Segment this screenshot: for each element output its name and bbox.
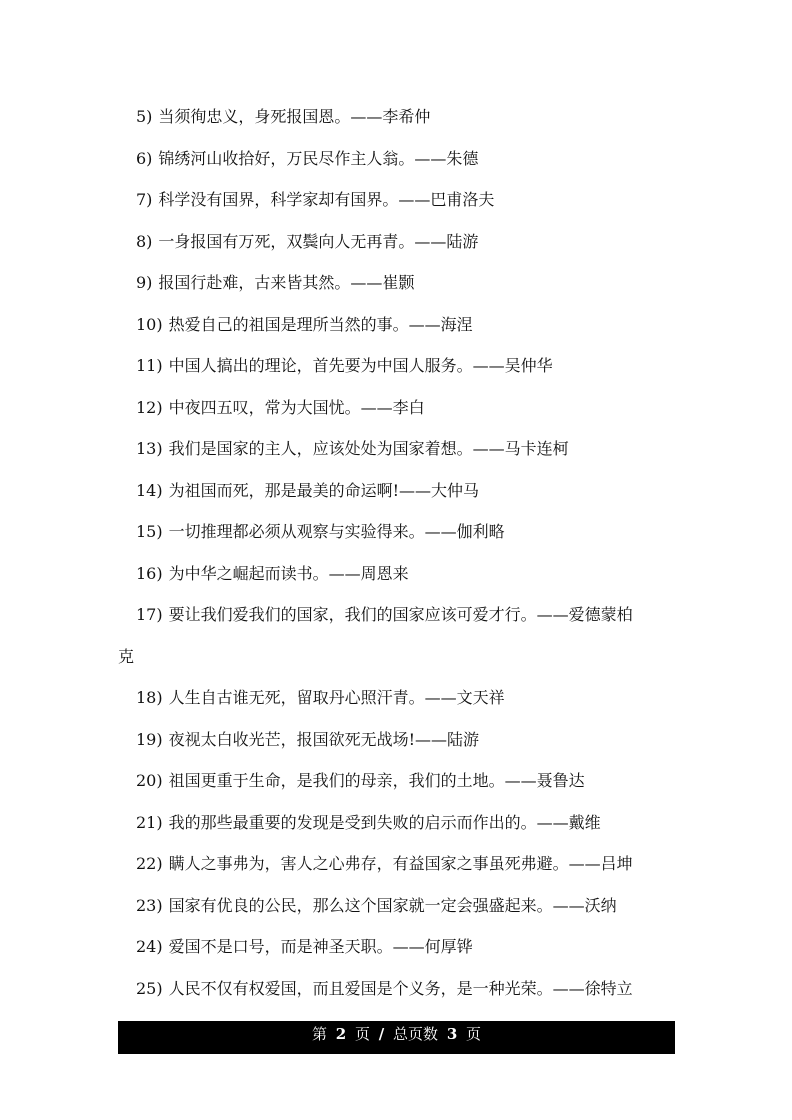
current-page-number: 2 [335,1025,347,1043]
list-item [118,843,678,885]
quote-text: 科学没有国界，科学家却有国界。——巴甫洛夫 [158,190,495,209]
item-number: 19) [136,729,163,749]
quote-text: 我们是国家的主人，应该处处为国家着想。——马卡连柯 [168,439,569,458]
quote-text: 一切推理都必须从观察与实验得来。——伽利略 [168,522,505,541]
item-number: 11) [136,356,163,375]
footer-total-unit: 页 [466,1025,482,1043]
list-item [118,511,678,553]
item-number: 22) [136,854,163,873]
total-page-count: 3 [446,1025,458,1043]
item-number: 13) [136,439,163,458]
item-number: 8) [136,231,153,251]
item-number: 24) [136,937,163,956]
quote-text: 我的那些最重要的发现是受到失败的启示而作出的。——戴维 [168,812,601,832]
list-item [118,553,678,595]
quote-text: 一身报国有万死，双鬓向人无再青。——陆游 [158,231,479,251]
footer-prefix: 第 [311,1025,327,1043]
page-footer [118,1021,675,1054]
quote-text: 中夜四五叹，常为大国忧。——李白 [168,397,425,417]
quote-text: 当须徇忠义，身死报国恩。——李希仲 [158,107,431,126]
list-item [118,96,678,138]
item-number: 18) [136,688,163,707]
footer-total-label: 总页数 [393,1025,439,1043]
item-number: 23) [136,895,163,915]
list-item [118,387,678,429]
list-item [118,802,678,844]
list-item [118,428,678,470]
footer-separator: / [378,1025,385,1043]
item-number: 5) [136,107,153,126]
list-item [118,594,678,636]
quote-text: 爱国不是口号，而是神圣天职。——何厚铧 [168,937,473,956]
quote-text-continuation: 克 [118,646,135,666]
list-item [118,179,678,221]
quote-text: 要让我们爱我们的国家，我们的国家应该可爱才行。——爱德蒙柏 [168,605,633,624]
quote-text: 祖国更重于生命，是我们的母亲，我们的土地。——聂鲁达 [168,771,585,790]
quote-text: 人生自古谁无死，留取丹心照汗青。——文天祥 [168,688,505,707]
list-item [118,885,678,927]
list-item [118,719,678,761]
quote-text: 国家有优良的公民，那么这个国家就一定会强盛起来。——沃纳 [168,895,617,915]
item-number: 9) [136,273,153,292]
list-item [118,345,678,387]
list-item [118,677,678,719]
quote-text: 中国人搞出的理论，首先要为中国人服务。——吴仲华 [168,356,553,375]
item-number: 12) [136,397,163,417]
quote-text: 瞒人之事弗为，害人之心弗存，有益国家之事虽死弗避。——吕坤 [168,854,633,873]
quote-text: 夜视太白收光芒，报国欲死无战场!——陆游 [168,729,480,749]
item-number: 17) [136,605,163,624]
footer-page-unit: 页 [354,1025,370,1043]
item-number: 20) [136,771,163,790]
item-number: 14) [136,480,163,500]
list-item-continuation [118,636,678,678]
quote-text: 锦绣河山收拾好，万民尽作主人翁。——朱德 [158,148,479,168]
item-number: 25) [136,978,163,998]
list-item [118,760,678,802]
list-item [118,926,678,968]
item-number: 10) [136,314,163,334]
quote-text: 为祖国而死，那是最美的命运啊!——大仲马 [168,480,480,500]
quote-text: 热爱自己的祖国是理所当然的事。——海涅 [168,314,473,334]
list-item [118,138,678,180]
quote-text: 人民不仅有权爱国，而且爱国是个义务，是一种光荣。——徐特立 [168,978,633,998]
item-number: 16) [136,563,163,583]
quote-list [118,96,678,1009]
list-item [118,262,678,304]
item-number: 7) [136,190,153,209]
item-number: 6) [136,148,153,168]
list-item [118,470,678,512]
list-item [118,968,678,1010]
item-number: 21) [136,812,163,832]
quote-text: 为中华之崛起而读书。——周恩来 [168,563,409,583]
item-number: 15) [136,522,163,541]
quote-text: 报国行赴难，古来皆其然。——崔颢 [158,273,415,292]
list-item [118,304,678,346]
list-item [118,221,678,263]
